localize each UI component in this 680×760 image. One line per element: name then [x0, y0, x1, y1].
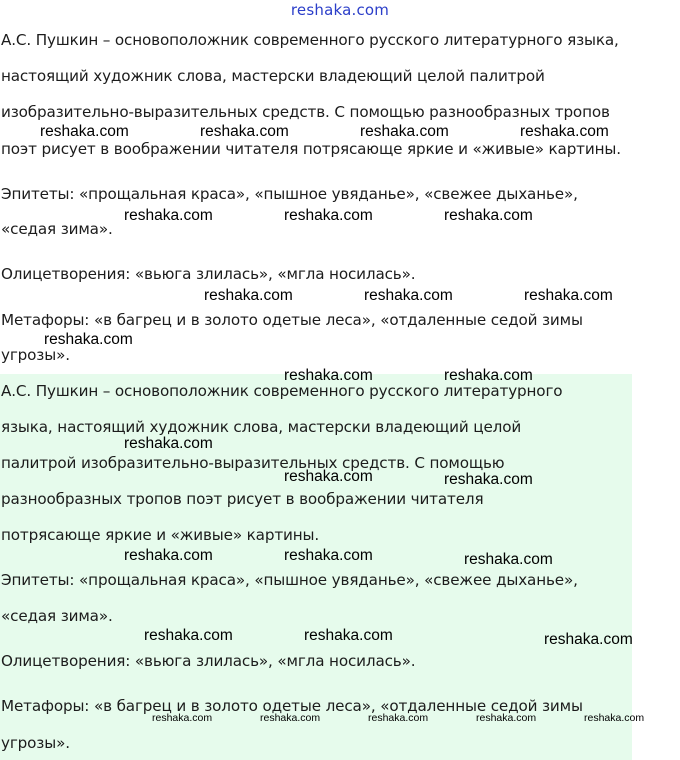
watermark: reshaka.com — [368, 712, 429, 724]
text-line: Метафоры: «в багрец и в золото одетые леса», «отдаленные седой зимы — [1, 311, 583, 329]
text-line: А.С. Пушкин – основоположник современного русского литературного языка, — [1, 31, 619, 49]
watermark: reshaka.com — [304, 627, 393, 644]
site-header[interactable]: reshaka.com — [290, 1, 390, 19]
watermark: reshaka.com — [284, 547, 373, 564]
watermark: reshaka.com — [204, 287, 293, 304]
text-line: языка, настоящий художник слова, мастерски владеющий целой — [1, 418, 522, 436]
watermark: reshaka.com — [284, 468, 373, 485]
watermark: reshaka.com — [444, 471, 533, 488]
watermark: reshaka.com — [44, 331, 133, 348]
text-line: Эпитеты: «прощальная краса», «пышное увяданье», «свежее дыханье», — [1, 185, 578, 203]
text-line: угрозы». — [1, 346, 70, 364]
watermark: reshaka.com — [544, 631, 633, 648]
text-line: поэт рисует в воображении читателя потрясающе яркие и «живые» картины. — [1, 140, 621, 158]
text-line: настоящий художник слова, мастерски владеющий целой палитрой — [1, 67, 545, 85]
text-line: Метафоры: «в багрец и в золото одетые леса», «отдаленные седой зимы — [1, 697, 583, 715]
watermark: reshaka.com — [40, 123, 129, 140]
text-line: палитрой изобразительно-выразительных средств. С помощью — [1, 454, 505, 472]
text-line: Эпитеты: «прощальная краса», «пышное увяданье», «свежее дыханье», — [1, 571, 578, 589]
text-line: Олицетворения: «вьюга злилась», «мгла носилась». — [1, 265, 416, 283]
text-line: «седая зима». — [1, 220, 113, 238]
watermark: reshaka.com — [124, 547, 213, 564]
watermark: reshaka.com — [524, 287, 613, 304]
text-line: Олицетворения: «вьюга злилась», «мгла носилась». — [1, 652, 416, 670]
watermark: reshaka.com — [124, 435, 213, 452]
watermark: reshaka.com — [124, 207, 213, 224]
text-line: А.С. Пушкин – основоположник современного русского литературного — [1, 382, 563, 400]
watermark: reshaka.com — [284, 367, 373, 384]
text-line: потрясающе яркие и «живые» картины. — [1, 526, 320, 544]
text-line: угрозы». — [1, 734, 70, 752]
watermark: reshaka.com — [284, 207, 373, 224]
watermark: reshaka.com — [364, 287, 453, 304]
watermark: reshaka.com — [444, 367, 533, 384]
watermark: reshaka.com — [260, 712, 321, 724]
watermark: reshaka.com — [200, 123, 289, 140]
text-line: разнообразных тропов поэт рисует в воображении читателя — [1, 490, 484, 508]
watermark: reshaka.com — [444, 207, 533, 224]
watermark: reshaka.com — [476, 712, 537, 724]
watermark: reshaka.com — [144, 627, 233, 644]
watermark: reshaka.com — [520, 123, 609, 140]
watermark: reshaka.com — [152, 712, 213, 724]
watermark: reshaka.com — [584, 712, 645, 724]
text-line: изобразительно-выразительных средств. С помощью разнообразных тропов — [1, 103, 610, 121]
watermark: reshaka.com — [360, 123, 449, 140]
watermark: reshaka.com — [464, 551, 553, 568]
text-line: «седая зима». — [1, 607, 113, 625]
